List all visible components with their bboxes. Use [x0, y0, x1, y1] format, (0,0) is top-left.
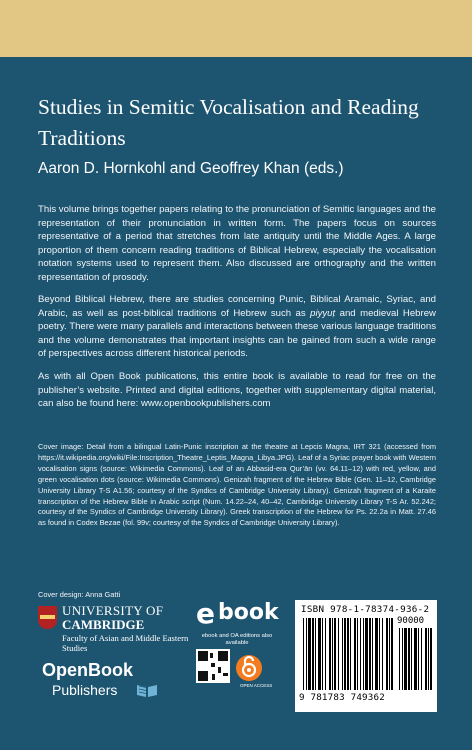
book-editors: Aaron D. Hornkohl and Geoffrey Khan (eds.) [38, 160, 344, 177]
barcode-bar [428, 628, 429, 690]
blurb-paragraph-2-text-a: Beyond Biblical Hebrew, there are studies concerning Punic, Biblical Aramaic, Syriac, and Arabic, as well as post-biblical traditions of Hebrew such as [38, 294, 436, 319]
cambridge-crest-icon [38, 606, 57, 629]
barcode-bar [372, 618, 373, 690]
open-access-icon [236, 655, 273, 688]
openbook-logo-line-2: Publishers [52, 682, 118, 698]
barcode-bar [347, 618, 349, 690]
barcode-bar [414, 628, 417, 690]
blurb-paragraph-3: As with all Open Book publications, this entire book is available to read for free on the publisher’s website. Printed and digital editions, together with supplementary digital material, can also be found here: www.openbookpublishers.com [38, 371, 436, 410]
barcode-bar [306, 618, 307, 690]
barcode-bar [342, 618, 343, 690]
barcode-bar [425, 628, 427, 690]
barcode-bar [411, 628, 412, 690]
openbook-logo-line-1: OpenBook [42, 660, 134, 680]
open-book-icon [136, 682, 158, 698]
top-color-band [0, 0, 472, 57]
ebook-e-glyph: e [196, 597, 215, 630]
barcode-number: 9 781783 749362 [299, 692, 385, 703]
barcode-bar [379, 618, 380, 690]
cambridge-logo [38, 603, 188, 659]
barcode-bar [308, 618, 311, 690]
barcode-bar [404, 628, 407, 690]
barcode-bar [354, 618, 356, 690]
barcode-bar [391, 618, 393, 690]
barcode-bar [430, 628, 432, 690]
cambridge-logo-line-2: CAMBRIDGE [62, 617, 145, 632]
barcode-bar [312, 618, 314, 690]
barcode-addon-number: 90000 [397, 616, 425, 626]
barcode-bar [389, 618, 390, 690]
barcode-bar [350, 618, 351, 690]
barcode-bar [338, 618, 339, 690]
barcode-bar [421, 628, 422, 690]
barcode-bar [365, 618, 368, 690]
barcode-bar [303, 618, 304, 690]
barcode-bar [363, 618, 364, 690]
blurb-paragraph-2 [38, 293, 436, 361]
barcode-bar [399, 628, 400, 690]
barcode-bar [344, 618, 346, 690]
cover-design-credit: Cover design: Anna Gatti [38, 590, 121, 599]
openbook-publishers-logo [42, 660, 172, 708]
ebook-subtitle: ebook and OA editions also available [201, 633, 273, 646]
ebook-word: book [218, 600, 279, 625]
book-title: Studies in Semitic Vocalisation and Reading Traditions [38, 95, 419, 150]
barcode-bar [375, 618, 378, 690]
barcode-main-bars [303, 618, 393, 690]
barcode-bar [332, 618, 333, 690]
barcode-bar [360, 618, 361, 690]
isbn-barcode [295, 600, 437, 712]
blurb-paragraph-2-italic: piyyuṭ [310, 307, 336, 319]
isbn-label: ISBN 978-1-78374-936-2 [301, 604, 430, 615]
cambridge-faculty-name: Faculty of Asian and Middle Eastern Studies [62, 633, 189, 653]
barcode-bar [334, 618, 336, 690]
barcode-bar [418, 628, 419, 690]
barcode-bar [382, 618, 383, 690]
barcode-bar [322, 618, 323, 690]
cambridge-logo-line-1: UNIVERSITY OF [62, 603, 164, 618]
barcode-bar [386, 618, 388, 690]
barcode-bar [402, 628, 403, 690]
barcode-bar [329, 618, 331, 690]
barcode-bar [315, 618, 316, 690]
barcode-bar [369, 618, 371, 690]
barcode-bar [357, 618, 358, 690]
barcode-addon-bars [399, 628, 431, 690]
blurb-paragraph-1: This volume brings together papers relating to the pronunciation of Semitic languages and the representation of their pronunciation in written form. The papers focus on sources representative of a period that stretches from late antiquity until the Middle Ages. A large proportion of them concern reading traditions of Biblical Hebrew, especially the vocalisation notation systems used to represent them. Also discussed are orthography and the written representation of prosody. [38, 204, 436, 283]
barcode-bar [408, 628, 410, 690]
cover-image-credit: Cover image: Detail from a bilingual Latin-Punic inscription at the theatre at Lepcis Magna, IRT 321 (accessed from https://it.wikipedia.org/wiki/File:Inscription_Theatre_Leptis_Magna_Libya.JPG). Leaf of a Syriac prayer book with Western vocalisation signs (source: Wikimedia Commons). Leaf of an Abbasid-era Qur’ān (vv. 64.11–12) with red, yellow, and green vocalisation dots (source: Wikimedia Commons). Genizah fragment of the Hebrew Bible (Gen. 11–12, Cambridge University Library T-S A1.56; courtesy of the Syndics of Cambridge University Library). Genizah fragment of a Karaite transcription of the Hebrew Bible in Arabic script (Num. 14.22–24, 40–42, Cambridge University Library T-S Ar. 52.242; courtesy of the Syndics of Cambridge University Library). Greek transcription of the Hebrew for Ps. 22.2a in Matt. 27.46 as found in Codex Bezae (fol. 99v; courtesy of the Syndics of Cambridge University Library). [38, 442, 436, 528]
barcode-bar [325, 618, 326, 690]
barcode-bar [318, 618, 321, 690]
blurb-paragraph-2-text-b: and medieval Hebrew poetry. There were many parallels and interactions between these various language traditions and the volume demonstrates that important insights can be gained from such a wide range of perspectives across different historical periods. [38, 307, 436, 360]
qr-code-icon [196, 649, 230, 683]
ebook-badge [196, 597, 286, 713]
open-access-label: OPEN ACCESS [240, 683, 273, 688]
